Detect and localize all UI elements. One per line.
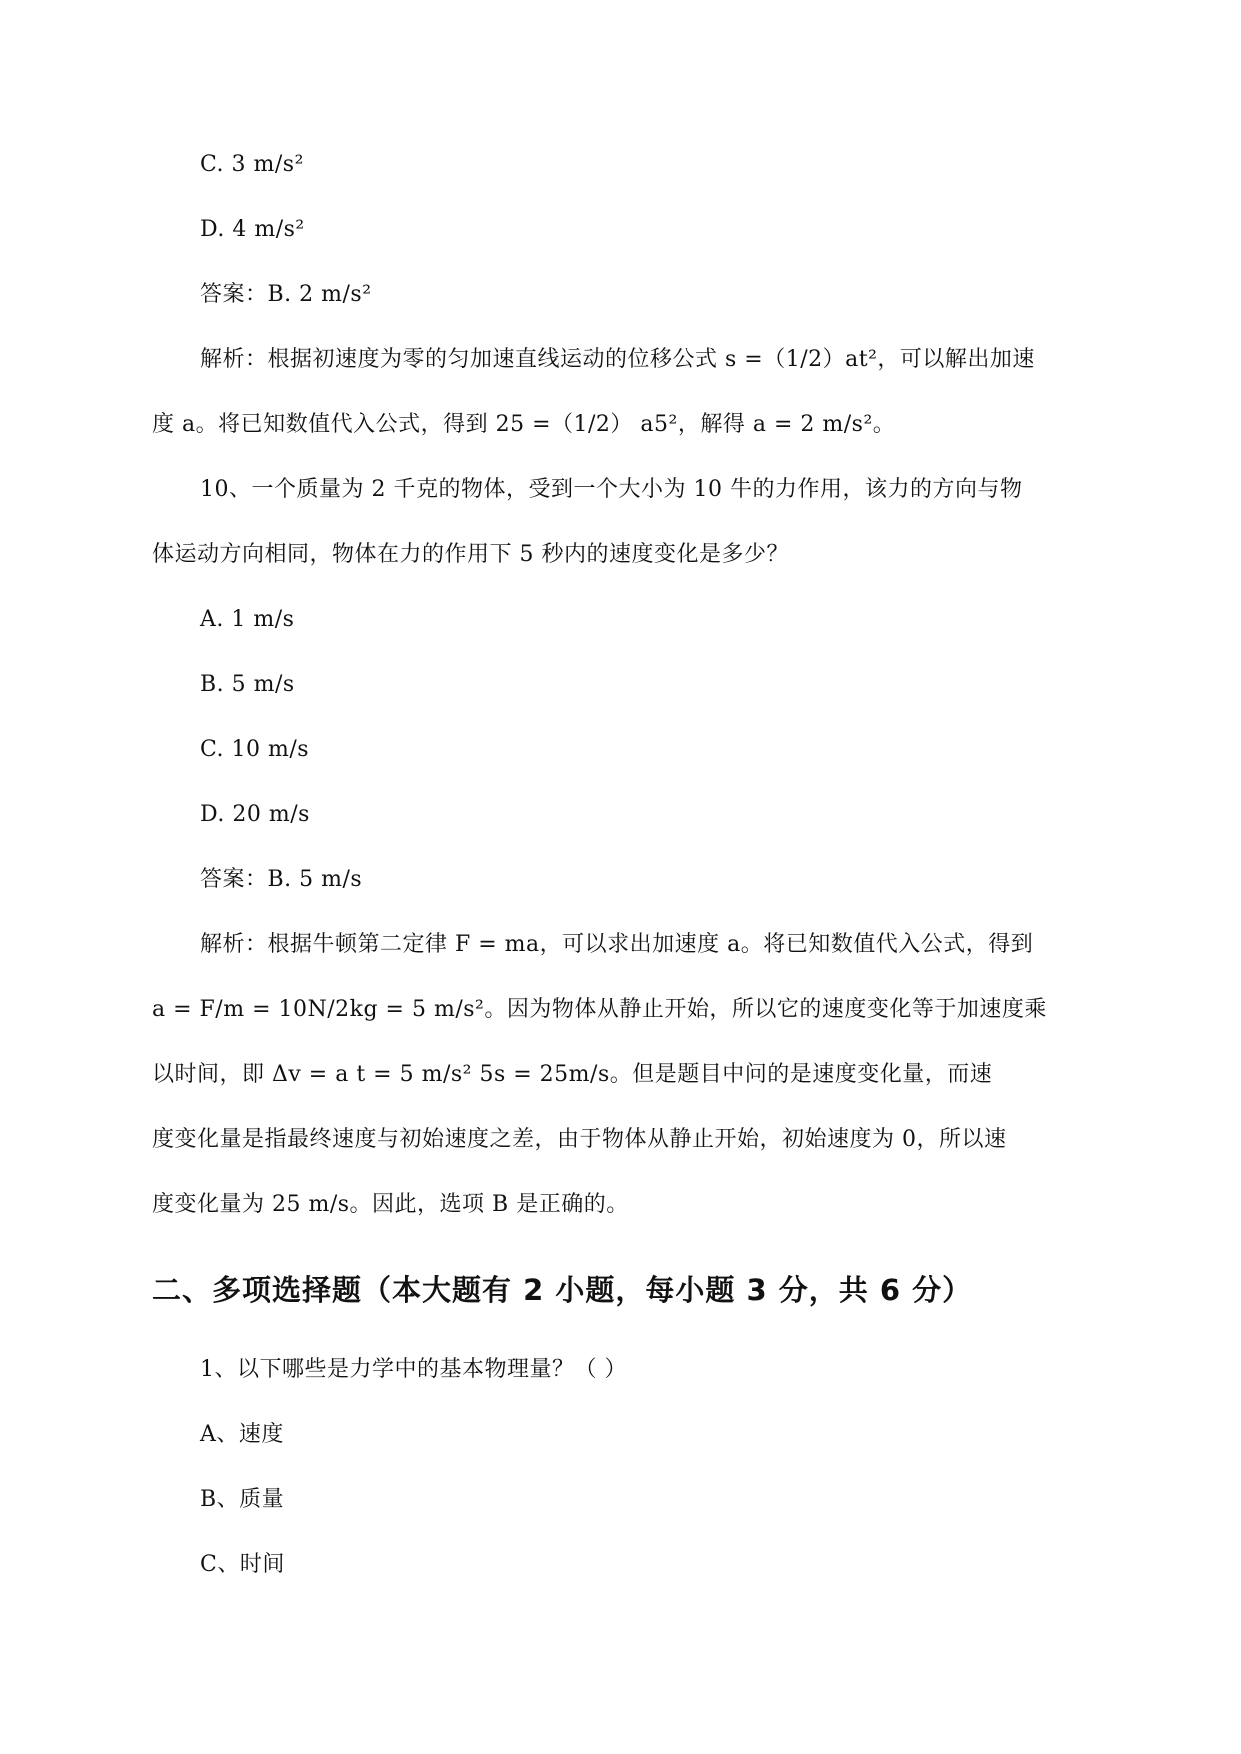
q10-analysis-line-4: 度变化量是指最终速度与初始速度之差，由于物体从静止开始，初始速度为 0，所以速 <box>152 1127 1007 1152</box>
q10-option-b: B. 5 m/s <box>200 672 295 697</box>
q10-answer: 答案：B. 5 m/s <box>200 867 363 892</box>
q9-analysis-line-1: 解析：根据初速度为零的匀加速直线运动的位移公式 s =（1/2）at²，可以解出加速 <box>200 347 1035 372</box>
q9-answer: 答案：B. 2 m/s² <box>200 282 372 307</box>
mq1-option-c: C、时间 <box>200 1552 285 1577</box>
section-heading: 二、多项选择题（本大题有 2 小题，每小题 3 分，共 6 分） <box>152 1273 973 1307</box>
q10-analysis-line-3: 以时间，即 Δv = a t = 5 m/s² 5s = 25m/s。但是题目中问的是速度变化量，而速 <box>152 1062 993 1087</box>
q9-analysis-line-2: 度 a。将已知数值代入公式，得到 25 =（1/2） a5²，解得 a = 2 m/s²。 <box>152 412 896 437</box>
q9-option-d: D. 4 m/s² <box>200 217 305 242</box>
mq1-question: 1、以下哪些是力学中的基本物理量？（ ） <box>200 1357 627 1382</box>
mq1-option-b: B、质量 <box>200 1487 285 1512</box>
q9-option-c: C. 3 m/s² <box>200 152 304 177</box>
q10-analysis-line-5: 度变化量为 25 m/s。因此，选项 B 是正确的。 <box>152 1192 629 1217</box>
q10-option-a: A. 1 m/s <box>200 607 295 632</box>
mq1-option-a: A、速度 <box>200 1422 284 1447</box>
q10-analysis-line-2: a = F/m = 10N/2kg = 5 m/s²。因为物体从静止开始，所以它的速度变化等于加速度乘 <box>152 997 1047 1022</box>
q10-question-line-1: 10、一个质量为 2 千克的物体，受到一个大小为 10 牛的力作用，该力的方向与物 <box>200 477 1023 502</box>
q10-option-c: C. 10 m/s <box>200 737 310 762</box>
q10-analysis-line-1: 解析：根据牛顿第二定律 F = ma，可以求出加速度 a。将已知数值代入公式，得到 <box>200 932 1034 957</box>
q10-question-line-2: 体运动方向相同，物体在力的作用下 5 秒内的速度变化是多少？ <box>152 542 789 567</box>
q10-option-d: D. 20 m/s <box>200 802 310 827</box>
